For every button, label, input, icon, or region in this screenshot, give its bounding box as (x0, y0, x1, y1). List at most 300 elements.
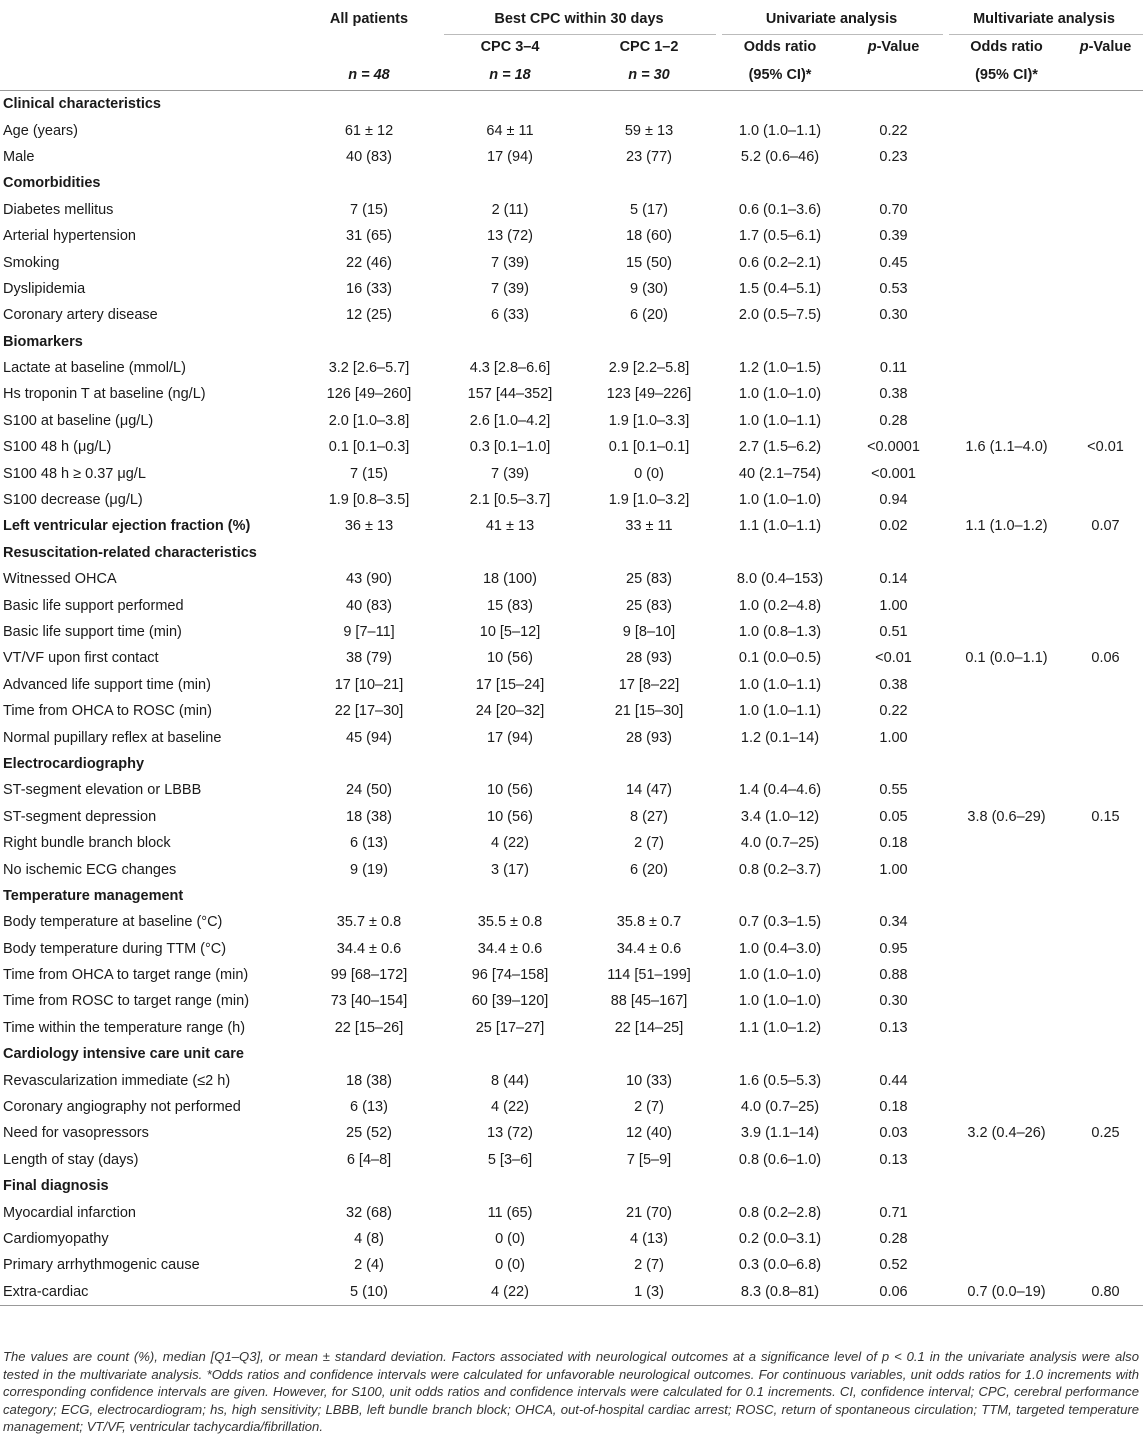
multi-p-cell (1068, 1226, 1143, 1252)
all-patients-cell: 99 [68–172] (330, 967, 408, 984)
multi-p-cell (1068, 1199, 1143, 1225)
table-body (0, 91, 1143, 1306)
multi-or-cell (945, 856, 1068, 882)
cpc12-cell: 35.8 ± 0.7 (616, 914, 682, 931)
multi-p-cell (1068, 460, 1143, 486)
section-row (0, 883, 1143, 909)
uni-or-cell: 4.0 (0.7–25) (740, 835, 820, 852)
cpc12-cell: 23 (77) (626, 148, 672, 165)
row-label: Length of stay (days) (3, 1151, 139, 1168)
row-label: ST-segment elevation or LBBB (3, 782, 202, 799)
table-row (0, 830, 1143, 856)
cpc12-cell: 33 ± 11 (625, 518, 673, 535)
section-row (0, 329, 1143, 355)
uni-p-cell: 0.52 (879, 1257, 908, 1274)
row-label: Smoking (3, 254, 60, 271)
all-patients-cell: 40 (83) (346, 597, 392, 614)
all-patients-cell: 18 (38) (346, 808, 392, 825)
cpc12-cell: 88 [45–167] (610, 993, 688, 1010)
uni-or-cell: 1.0 (0.8–1.3) (738, 624, 822, 640)
table-row (0, 302, 1143, 328)
table-row (0, 566, 1143, 592)
uni-p-cell: 0.28 (879, 1230, 908, 1247)
cpc12-cell: 1.9 [1.0–3.2] (608, 492, 690, 509)
uni-p-cell: <0.0001 (867, 439, 920, 456)
uni-or-cell: 8.0 (0.4–153) (736, 571, 824, 588)
uni-or-cell: 8.3 (0.8–81) (718, 1279, 842, 1306)
multi-or-cell (945, 724, 1068, 750)
multi-or-cell (945, 487, 1068, 513)
row-label: ST-segment depression (3, 808, 157, 825)
multi-p-cell (1068, 381, 1143, 407)
row-label: S100 at baseline (μg/L) (3, 412, 154, 429)
cpc12-cell: 10 (33) (626, 1072, 672, 1089)
row-label: Time within the temperature range (h) (3, 1019, 246, 1036)
all-patients-cell: 18 (38) (346, 1072, 392, 1089)
uni-or-cell: 1.1 (1.0–1.1) (738, 518, 822, 535)
uni-p-cell: 0.02 (879, 518, 908, 535)
table-row (0, 117, 1143, 143)
table-row (0, 698, 1143, 724)
cpc34-cell: 60 [39–120] (471, 993, 549, 1010)
multi-p-cell (1068, 936, 1143, 962)
multi-p-cell: 0.25 (1091, 1125, 1120, 1142)
cpc34-cell: 41 ± 13 (485, 518, 535, 535)
section-label: Temperature management (3, 887, 184, 904)
table-row (0, 249, 1143, 275)
cpc34-cell: 13 (72) (487, 1125, 533, 1142)
multi-or-cell: 0.7 (0.0–19) (945, 1279, 1068, 1306)
multi-or-cell (945, 223, 1068, 249)
uni-p-cell: 1.00 (879, 729, 908, 746)
table-row (0, 1015, 1143, 1041)
multi-p-cell (1068, 830, 1143, 856)
uni-or-cell: 1.0 (1.0–1.0) (738, 993, 822, 1010)
table-row (0, 936, 1143, 962)
multi-p-cell (1068, 1252, 1143, 1278)
cpc34-cell: 2.6 [1.0–4.2] (469, 412, 551, 429)
cpc12-cell: 21 [15–30] (614, 703, 684, 720)
cpc34-cell: 15 (83) (487, 597, 533, 614)
cpc12-cell: 14 (47) (626, 782, 672, 799)
all-patients-cell: 36 ± 13 (344, 518, 394, 535)
uni-p-cell: 0.53 (879, 280, 908, 297)
header-multi-ci: (95% CI)* (945, 59, 1068, 91)
multi-or-cell (945, 909, 1068, 935)
all-patients-cell: 0.1 [0.1–0.3] (328, 439, 410, 456)
cpc12-cell: 59 ± 13 (624, 122, 674, 139)
section-label: Final diagnosis (3, 1178, 109, 1195)
cpc34-cell: 7 (39) (491, 254, 529, 271)
all-patients-cell: 6 [4–8] (346, 1151, 392, 1168)
table-row (0, 144, 1143, 170)
cpc34-cell: 7 (39) (491, 280, 529, 297)
uni-p-cell: 0.18 (879, 1099, 908, 1116)
row-label: Coronary angiography not performed (3, 1099, 241, 1116)
uni-or-cell: 1.0 (1.0–1.1) (738, 676, 822, 693)
table-row (0, 1147, 1143, 1173)
multi-p-cell: 0.07 (1091, 518, 1120, 535)
uni-or-cell: 1.0 (1.0–1.0) (738, 386, 822, 403)
section-row (0, 540, 1143, 566)
row-label: Right bundle branch block (3, 835, 171, 852)
all-patients-cell: 24 (50) (346, 782, 392, 799)
cpc34-cell: 96 [74–158] (471, 967, 549, 984)
all-patients-cell: 1.9 [0.8–3.5] (328, 492, 410, 509)
cpc12-cell: 0.1 [0.1–0.1] (608, 439, 690, 456)
multi-p-cell (1068, 117, 1143, 143)
all-patients-cell: 31 (65) (346, 228, 392, 245)
table-row (0, 909, 1143, 935)
all-patients-cell: 32 (68) (346, 1204, 392, 1221)
section-row (0, 751, 1143, 777)
uni-or-cell: 1.0 (1.0–1.1) (738, 122, 822, 139)
multi-or-cell (945, 460, 1068, 486)
multi-or-cell: 3.2 (0.4–26) (967, 1125, 1046, 1142)
all-patients-cell: 25 (52) (346, 1125, 392, 1142)
uni-or-cell: 1.0 (0.2–4.8) (738, 597, 822, 614)
uni-or-cell: 0.1 (0.0–0.5) (738, 650, 822, 667)
cpc12-cell: 2 (7) (634, 835, 664, 852)
cpc12-cell: 18 (60) (626, 228, 672, 245)
uni-or-cell: 1.0 (1.0–1.1) (738, 703, 822, 720)
multi-p-cell (1068, 592, 1143, 618)
multi-p-cell (1068, 355, 1143, 381)
uni-p-cell: 0.23 (879, 148, 908, 165)
row-label: S100 48 h ≥ 0.37 μg/L (3, 465, 146, 482)
uni-or-cell: 1.4 (0.4–4.6) (738, 782, 822, 799)
multi-or-cell (945, 355, 1068, 381)
uni-p-cell: 0.88 (879, 967, 908, 984)
all-patients-cell: 43 (90) (346, 571, 392, 588)
multi-or-cell (945, 777, 1068, 803)
cpc34-cell: 10 (56) (487, 808, 533, 825)
row-label: Lactate at baseline (mmol/L) (3, 360, 186, 377)
uni-p-cell: 0.95 (879, 940, 908, 957)
cpc12-cell: 2 (7) (634, 1257, 664, 1274)
header-cpc12: CPC 1–2 (619, 39, 679, 55)
uni-p-cell: 0.39 (879, 228, 908, 245)
table-row (0, 197, 1143, 223)
uni-or-cell: 5.2 (0.6–46) (740, 148, 820, 165)
cpc34-cell: 0.3 [0.1–1.0] (469, 439, 551, 456)
uni-or-cell: 1.1 (1.0–1.2) (738, 1019, 822, 1036)
cpc12-cell: 8 (27) (630, 808, 668, 825)
multi-p-cell (1068, 276, 1143, 302)
all-patients-cell: 9 [7–11] (343, 624, 395, 640)
multi-or-cell: 0.1 (0.0–1.1) (965, 650, 1048, 667)
row-label: S100 48 h (μg/L) (3, 439, 112, 456)
cpc12-cell: 0 (0) (634, 465, 664, 482)
row-label: Coronary artery disease (3, 307, 158, 324)
uni-p-cell: 0.38 (879, 676, 908, 693)
cpc12-cell: 7 [5–9] (626, 1151, 672, 1168)
multi-p-cell (1068, 197, 1143, 223)
all-patients-cell: 12 (25) (346, 307, 392, 324)
multi-p-cell (1068, 619, 1143, 645)
uni-or-cell: 1.5 (0.4–5.1) (738, 280, 822, 297)
uni-p-cell: 0.11 (879, 360, 908, 377)
multi-or-cell: 1.6 (1.1–4.0) (965, 439, 1048, 456)
uni-p-cell: 0.18 (879, 835, 908, 852)
all-patients-cell: 61 ± 12 (344, 122, 394, 139)
header-univariate: Univariate analysis (718, 2, 945, 35)
cpc12-cell: 6 (20) (630, 307, 668, 324)
table-row (0, 460, 1143, 486)
header-uni-or: Odds ratio (743, 39, 817, 55)
row-label: Primary arrhythmogenic cause (3, 1257, 200, 1274)
all-patients-cell: 34.4 ± 0.6 (336, 940, 402, 957)
multi-p-cell (1068, 856, 1143, 882)
table-row (0, 856, 1143, 882)
row-label: VT/VF upon first contact (3, 650, 159, 667)
multi-p-cell (1068, 249, 1143, 275)
table-row (0, 276, 1143, 302)
multi-or-cell (945, 1015, 1068, 1041)
table-row (0, 592, 1143, 618)
table-row (0, 355, 1143, 381)
uni-p-cell: 1.00 (879, 597, 908, 614)
multi-or-cell (945, 408, 1068, 434)
uni-p-cell: 0.30 (879, 307, 908, 324)
uni-or-cell: 40 (2.1–754) (738, 465, 822, 482)
row-label: Body temperature during TTM (°C) (3, 940, 227, 957)
row-label: Time from ROSC to target range (min) (3, 993, 250, 1010)
cpc12-cell: 6 (20) (630, 861, 668, 878)
header-all-patients-n: n = 48 (298, 59, 440, 91)
multi-p-cell (1068, 724, 1143, 750)
uni-or-cell: 1.0 (1.0–1.0) (738, 492, 822, 509)
all-patients-cell: 5 (10) (298, 1279, 440, 1306)
row-label: Basic life support time (min) (3, 624, 182, 640)
table-row (0, 1199, 1143, 1225)
uni-p-cell: 0.38 (879, 386, 908, 403)
uni-p-cell: 0.13 (879, 1151, 908, 1168)
cpc34-cell: 11 (65) (487, 1204, 533, 1221)
cpc34-cell: 17 [15–24] (475, 676, 545, 693)
uni-p-cell: 0.06 (842, 1279, 945, 1306)
table-row (0, 408, 1143, 434)
table-row (0, 1094, 1143, 1120)
cpc12-cell: 9 [8–10] (622, 624, 676, 640)
multi-p-cell (1068, 1147, 1143, 1173)
cpc34-cell: 2 (11) (491, 201, 529, 218)
multi-or-cell (945, 962, 1068, 988)
table-header (0, 2, 1143, 91)
cpc34-cell: 64 ± 11 (486, 122, 534, 139)
header-best-cpc: Best CPC within 30 days (440, 2, 718, 35)
all-patients-cell: 17 [10–21] (334, 676, 404, 693)
all-patients-cell: 3.2 [2.6–5.7] (328, 360, 410, 377)
cpc34-cell: 10 (56) (487, 650, 533, 667)
table-row (0, 804, 1143, 830)
uni-p-cell: 0.71 (879, 1204, 908, 1221)
all-patients-cell: 22 [17–30] (334, 703, 404, 720)
multi-p-cell (1068, 1094, 1143, 1120)
row-label: Time from OHCA to target range (min) (3, 967, 249, 984)
multi-or-cell (945, 249, 1068, 275)
header-uni-ci: (95% CI)* (718, 59, 842, 91)
cpc34-cell: 4 (22) (491, 1099, 529, 1116)
table-row (0, 434, 1143, 460)
header-cpc34-n: n = 18 (440, 59, 580, 91)
multi-or-cell (945, 1147, 1068, 1173)
all-patients-cell: 22 [15–26] (334, 1019, 404, 1036)
multi-or-cell (945, 1252, 1068, 1278)
uni-or-cell: 0.3 (0.0–6.8) (738, 1257, 822, 1274)
section-row (0, 170, 1143, 196)
row-label: Revascularization immediate (≤2 h) (3, 1072, 231, 1089)
cpc12-cell: 15 (50) (626, 254, 672, 271)
section-row (0, 91, 1143, 118)
section-label: Comorbidities (3, 175, 101, 192)
table-row (0, 672, 1143, 698)
cpc34-cell: 2.1 [0.5–3.7] (469, 492, 551, 509)
cpc12-cell: 28 (93) (626, 729, 672, 746)
multi-or-cell (945, 566, 1068, 592)
multi-or-cell (945, 672, 1068, 698)
header-multivariate: Multivariate analysis (945, 2, 1143, 35)
section-label: Electrocardiography (3, 755, 145, 772)
row-label: Advanced life support time (min) (3, 676, 211, 693)
multi-p-cell (1068, 408, 1143, 434)
cpc12-cell: 123 [49–226] (606, 386, 692, 403)
multi-p-cell: 0.80 (1068, 1279, 1143, 1306)
header-blank (0, 2, 298, 35)
header-multi-p: p-Value (1079, 39, 1132, 55)
all-patients-cell: 6 (13) (350, 835, 388, 852)
uni-or-cell: 1.0 (1.0–1.0) (738, 967, 822, 984)
multi-or-cell: 1.1 (1.0–1.2) (965, 518, 1048, 535)
cpc12-cell: 25 (83) (626, 597, 672, 614)
uni-or-cell: 0.2 (0.0–3.1) (738, 1230, 822, 1247)
row-label: Age (years) (3, 122, 78, 139)
section-row (0, 1041, 1143, 1067)
cpc34-cell: 7 (39) (491, 465, 529, 482)
multi-p-cell (1068, 566, 1143, 592)
multi-or-cell (945, 936, 1068, 962)
cpc12-cell: 25 (83) (626, 571, 672, 588)
uni-or-cell: 3.9 (1.1–14) (740, 1125, 820, 1142)
cpc34-cell: 4.3 [2.8–6.6] (469, 360, 551, 377)
uni-or-cell: 1.2 (0.1–14) (740, 729, 820, 746)
cpc12-cell: 22 [14–25] (614, 1019, 684, 1036)
multi-or-cell (945, 619, 1068, 645)
cpc12-cell: 28 (93) (626, 650, 672, 667)
cpc34-cell: 6 (33) (491, 307, 529, 324)
table-row (0, 381, 1143, 407)
multi-p-cell (1068, 487, 1143, 513)
multi-p-cell (1068, 672, 1143, 698)
all-patients-cell: 4 (8) (354, 1230, 384, 1247)
row-label: S100 decrease (μg/L) (3, 492, 143, 509)
cpc12-cell: 1.9 [1.0–3.3] (608, 412, 690, 429)
table-row (0, 1226, 1143, 1252)
all-patients-cell: 9 (19) (350, 861, 388, 878)
cpc34-cell: 8 (44) (491, 1072, 529, 1089)
uni-p-cell: 0.45 (879, 254, 908, 271)
row-label: Male (3, 148, 35, 165)
section-label: Cardiology intensive care unit care (3, 1046, 244, 1063)
multi-or-cell (945, 1067, 1068, 1093)
multi-or-cell (945, 276, 1068, 302)
table-row (0, 619, 1143, 645)
table-row (0, 223, 1143, 249)
row-label: Hs troponin T at baseline (ng/L) (3, 386, 206, 403)
cpc34-cell: 4 (22) (440, 1279, 580, 1306)
uni-or-cell: 0.8 (0.2–2.8) (738, 1204, 822, 1221)
uni-or-cell: 1.7 (0.5–6.1) (738, 228, 822, 245)
uni-or-cell: 0.8 (0.2–3.7) (738, 861, 822, 878)
multi-or-cell (945, 830, 1068, 856)
cpc12-cell: 12 (40) (626, 1125, 672, 1142)
multi-p-cell (1068, 144, 1143, 170)
section-label: Resuscitation-related characteristics (3, 544, 257, 561)
all-patients-cell: 6 (13) (350, 1099, 388, 1116)
uni-p-cell: 0.28 (879, 412, 908, 429)
cpc34-cell: 13 (72) (487, 228, 533, 245)
multi-p-cell (1068, 223, 1143, 249)
uni-or-cell: 2.7 (1.5–6.2) (738, 439, 822, 456)
cpc12-cell: 9 (30) (630, 280, 668, 297)
cpc34-cell: 0 (0) (495, 1230, 525, 1247)
uni-p-cell: 0.30 (879, 993, 908, 1010)
multi-or-cell (945, 302, 1068, 328)
table-row (0, 988, 1143, 1014)
multi-p-cell (1068, 909, 1143, 935)
multi-or-cell (945, 1226, 1068, 1252)
multi-p-cell (1068, 1015, 1143, 1041)
row-label: Myocardial infarction (3, 1204, 136, 1221)
multi-or-cell (945, 117, 1068, 143)
multi-p-cell: <0.01 (1087, 439, 1124, 456)
cpc12-cell: 21 (70) (626, 1204, 672, 1221)
cpc12-cell: 2 (7) (634, 1099, 664, 1116)
table-row (0, 487, 1143, 513)
uni-p-cell: 1.00 (879, 861, 908, 878)
multi-or-cell (945, 592, 1068, 618)
uni-p-cell: 0.70 (879, 201, 908, 218)
results-table (0, 2, 1143, 1306)
cpc34-cell: 18 (100) (482, 571, 537, 588)
multi-p-cell (1068, 698, 1143, 724)
uni-or-cell: 0.8 (0.6–1.0) (738, 1151, 822, 1168)
multi-p-cell: 0.06 (1091, 650, 1120, 667)
cpc12-cell: 4 (13) (630, 1230, 668, 1247)
uni-or-cell: 1.0 (1.0–1.1) (738, 412, 822, 429)
cpc34-cell: 0 (0) (495, 1257, 525, 1274)
uni-p-cell: 0.14 (879, 571, 908, 588)
row-label: Arterial hypertension (3, 228, 136, 245)
multi-p-cell (1068, 988, 1143, 1014)
all-patients-cell: 2.0 [1.0–3.8] (328, 412, 410, 429)
uni-or-cell: 0.6 (0.2–2.1) (738, 254, 822, 271)
cpc34-cell: 17 (94) (487, 729, 533, 746)
all-patients-cell: 35.7 ± 0.8 (336, 914, 402, 931)
cpc34-cell: 157 [44–352] (467, 386, 553, 403)
cpc12-cell: 1 (3) (580, 1279, 718, 1306)
multi-or-cell (945, 144, 1068, 170)
uni-or-cell: 0.6 (0.1–3.6) (738, 201, 822, 218)
row-label: Normal pupillary reflex at baseline (3, 729, 222, 746)
uni-p-cell: 0.51 (879, 624, 908, 640)
row-label: Extra-cardiac (0, 1279, 298, 1306)
uni-or-cell: 1.0 (0.4–3.0) (738, 940, 822, 957)
cpc12-cell: 17 [8–22] (618, 676, 680, 693)
table-row (0, 513, 1143, 539)
multi-or-cell (945, 381, 1068, 407)
all-patients-cell: 2 (4) (354, 1257, 384, 1274)
